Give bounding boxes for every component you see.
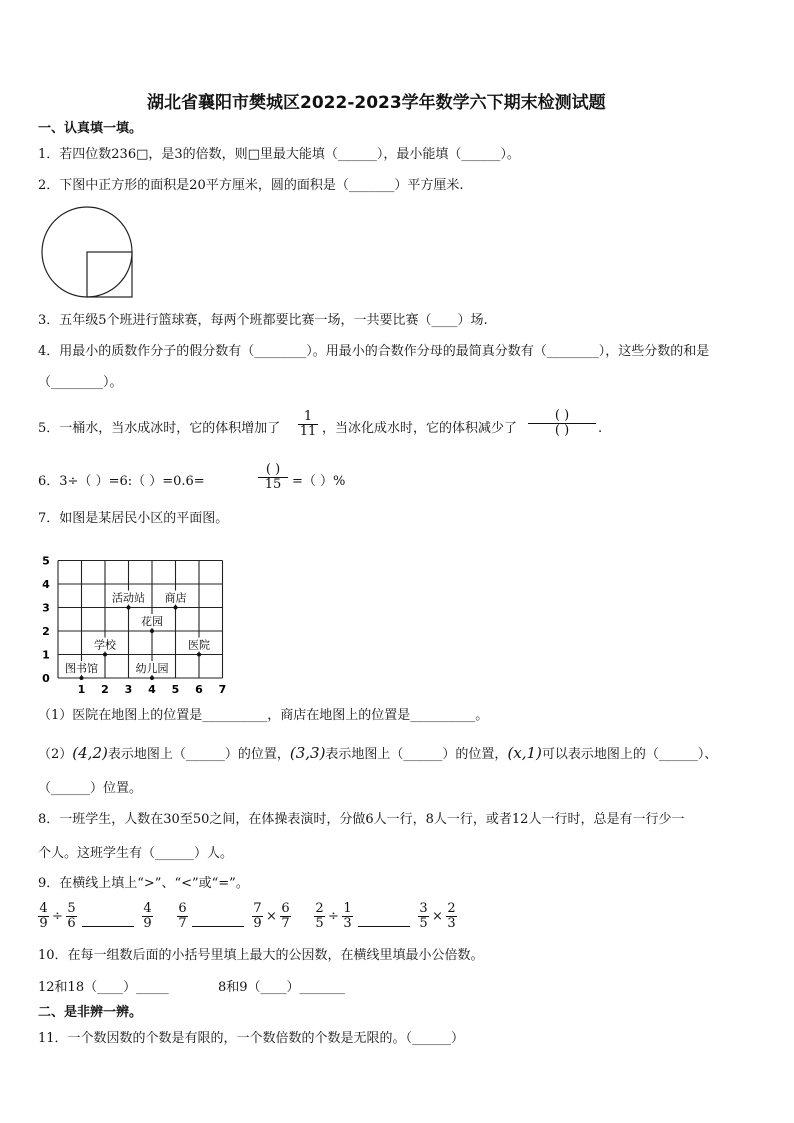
place-point: [174, 606, 178, 610]
fraction-denominator: 7: [281, 916, 290, 931]
fraction: [418, 902, 429, 931]
place-label: 商店: [164, 591, 187, 605]
fraction-numerator: 2: [447, 901, 456, 916]
fraction-denominator: 6: [67, 916, 76, 931]
place-point: [150, 629, 154, 633]
y-tick-label: 2: [42, 625, 50, 638]
question-7-1: （1）医院在地图上的位置是__________，商店在地图上的位置是__________。: [38, 708, 489, 723]
question-10-a: 12和18（____）_____: [38, 980, 169, 995]
answer-line: [82, 926, 134, 927]
y-tick-label: 5: [42, 554, 50, 568]
question-9: 9．在横线上填上“>”、“<”或“=”。: [38, 876, 249, 891]
q7-2-label: （2）: [38, 747, 73, 762]
question-6-end: =（ ）%: [292, 474, 346, 489]
fraction-numerator: ( ): [554, 408, 570, 423]
place-point: [103, 653, 107, 657]
place-point: [80, 676, 84, 680]
question-7-2-line-2: （______）位置。: [38, 781, 143, 796]
fraction-numerator: 3: [419, 901, 428, 916]
operator: ×: [432, 909, 443, 924]
place-label: 图书馆: [65, 662, 98, 675]
question-5-start: 5．一桶水，当水成冰时，它的体积增加了: [38, 421, 281, 436]
y-tick-label: 1: [42, 648, 50, 662]
fraction-denominator: 3: [343, 916, 352, 931]
coordinate-pair-2: (3,3): [289, 744, 326, 762]
place-label: 幼儿园: [135, 662, 169, 675]
operator: ×: [266, 909, 277, 924]
fraction-numerator: 4: [143, 901, 152, 916]
operator: ÷: [52, 909, 63, 924]
fraction-denominator: 11: [299, 424, 317, 439]
operator: ÷: [328, 909, 339, 924]
question-10-b: 8和9（____）_______: [218, 980, 346, 995]
x-tick-label: 7: [218, 683, 227, 696]
map-x-labels: [78, 683, 227, 696]
question-8-line-2: 个人。这班学生有（______）人。: [38, 846, 234, 861]
question-11: 11．一个数因数的个数是有限的，一个数倍数的个数是无限的。（______）: [38, 1031, 465, 1046]
place-label: 活动站: [112, 591, 145, 605]
question-5-end: .: [598, 421, 603, 436]
fraction-denominator: 5: [419, 916, 428, 931]
page-title: 湖北省襄阳市樊城区2022-2023学年数学六下期末检测试题: [147, 93, 606, 113]
x-tick-label: 6: [195, 683, 203, 696]
question-1: 1．若四位数236□，是3的倍数，则□里最大能填（______），最小能填（______）。: [38, 147, 520, 162]
question-10: 10．在每一组数后面的小括号里填上最大的公因数，在横线里填最小公倍数。: [38, 948, 484, 963]
x-tick-label: 4: [148, 683, 156, 696]
fraction-numerator: 6: [281, 901, 290, 916]
x-tick-label: 2: [101, 683, 109, 696]
fraction: [38, 902, 49, 931]
fraction-denominator: 7: [178, 916, 187, 931]
fraction: [446, 902, 457, 931]
fraction: [252, 902, 263, 931]
question-7: 7．如图是某居民小区的平面图。: [38, 511, 229, 526]
coordinate-pair-3: (x,1): [507, 744, 542, 762]
q7-2-text-1: 表示地图上（______）的位置，: [107, 747, 290, 762]
q7-2-text-3: 可以表示地图上的（______）、: [541, 747, 718, 762]
answer-line: [358, 926, 410, 927]
y-tick-label: 3: [42, 601, 50, 615]
fraction-numerator: ( ): [265, 462, 281, 477]
place-label: 学校: [94, 638, 116, 652]
question-6-start: 6．3÷（ ）=6:（ ）=0.6=: [38, 474, 205, 489]
coordinate-pair-1: (4,2): [72, 744, 108, 762]
place-point: [197, 653, 201, 657]
place-point: [127, 606, 131, 610]
question-5-fraction: [298, 410, 318, 439]
question-6-fraction: [258, 463, 288, 492]
residential-map: [38, 544, 238, 696]
question-7-2-line-1: [38, 745, 717, 763]
question-4-line-2: （________）。: [38, 375, 123, 390]
question-5-middle: ，当冰化成水时，它的体积减少了: [322, 421, 518, 436]
fraction-numerator: 5: [67, 901, 76, 916]
fraction: [314, 902, 325, 931]
answer-line: [192, 926, 244, 927]
fraction: [142, 902, 153, 931]
fraction-numerator: 7: [253, 901, 262, 916]
fraction-denominator: 3: [447, 916, 456, 931]
fraction-denominator: 5: [315, 916, 324, 931]
section-heading-2: 二、是非辨一辨。: [38, 1005, 143, 1020]
question-8-line-1: 8．一班学生，人数在30至50之间，在体操表演时，分做6人一行，8人一行，或者12人一行时，总是有一行少一: [38, 812, 685, 827]
fraction-denominator: 15: [258, 477, 288, 492]
map-y-labels: [42, 555, 50, 686]
question-5-answer-fraction: [528, 409, 596, 438]
question-2: 2．下图中正方形的面积是20平方厘米，圆的面积是（_______）平方厘米.: [38, 178, 464, 193]
fraction-numerator: 6: [178, 901, 187, 916]
fraction: [342, 902, 353, 931]
y-tick-label: 0: [42, 672, 50, 685]
y-tick-label: 4: [42, 578, 50, 591]
x-tick-label: 1: [77, 683, 86, 696]
q7-2-text-2: 表示地图上（______）的位置，: [325, 747, 508, 762]
fraction: [177, 902, 188, 931]
x-tick-label: 5: [171, 683, 180, 696]
fraction-numerator: 2: [315, 901, 324, 916]
place-label: 花园: [141, 615, 163, 628]
fraction-denominator: 9: [253, 916, 262, 931]
map-places: [64, 591, 211, 681]
question-4-line-1: 4．用最小的质数作分子的假分数有（________）。用最小的合数作分母的最简真分数有（________），这些分数的和是: [38, 344, 710, 359]
question-3: 3．五年级5个班进行篮球赛，每两个班都要比赛一场，一共要比赛（____）场.: [38, 313, 488, 328]
fraction: [66, 902, 77, 931]
fraction-denominator: 9: [143, 916, 152, 931]
place-point: [150, 676, 154, 680]
fraction-denominator: ( ): [528, 423, 596, 438]
section-heading-1: 一、认真填一填。: [38, 121, 143, 136]
fraction-numerator: 1: [343, 901, 352, 916]
circle-square-figure: [40, 205, 136, 301]
fraction-numerator: 1: [303, 409, 313, 424]
x-tick-label: 3: [124, 683, 133, 696]
fraction-numerator: 4: [39, 901, 48, 916]
fraction-denominator: 9: [39, 916, 48, 931]
place-label: 医院: [188, 638, 210, 652]
fraction: [280, 902, 291, 931]
